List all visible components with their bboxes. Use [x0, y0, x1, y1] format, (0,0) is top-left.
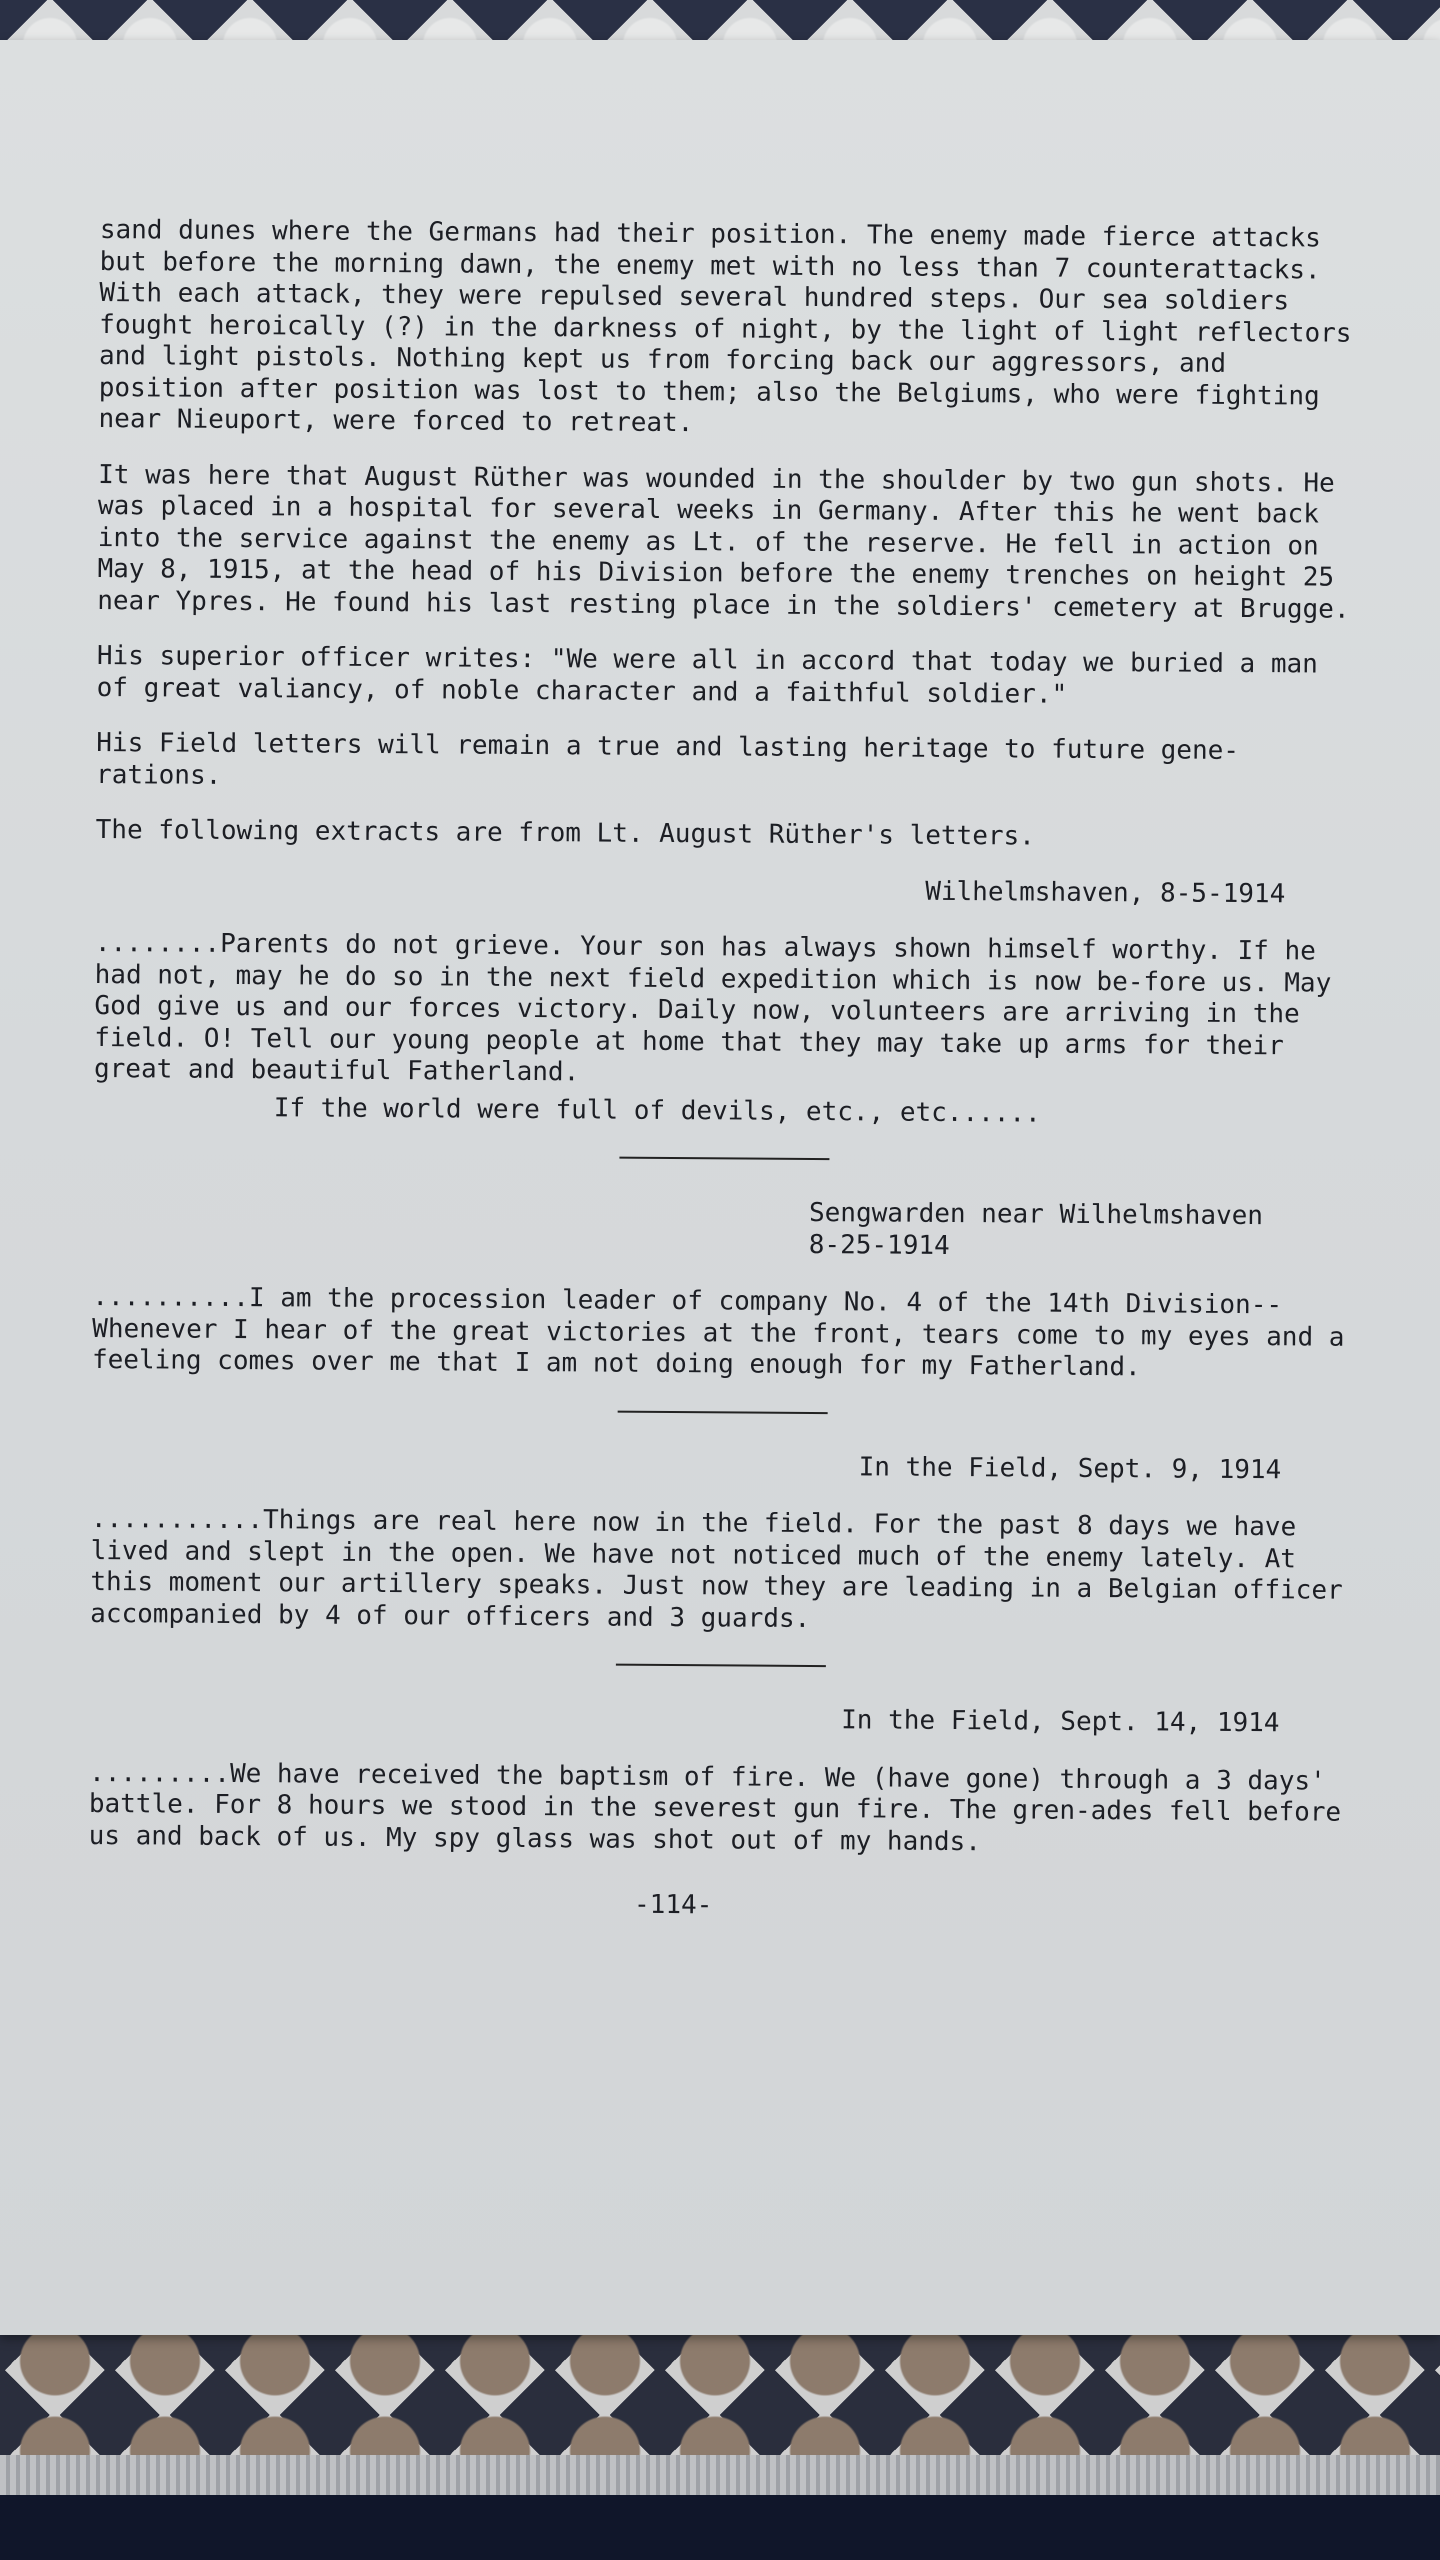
letter-1-place-date: Wilhelmshaven, 8-5-1914 [925, 876, 1286, 909]
section-divider [619, 1157, 829, 1160]
paragraph-sand-dunes: sand dunes where the Germans had their position. The enemy made fierce attacks but before the morning dawn, the enemy met with no less than 7 counterattacks. With each attack, they were repulsed several hundred steps. Our sea soldiers fought heroically (?) in the darkness of night, by the light of light reflectors and light pistols. Nothing kept us from forcing back our aggressors, and position after position was lost to them; also the Belgiums, who were fighting near Nieuport, were forced to retreat. [98, 215, 1352, 439]
letter-3-body: ...........Things are real here now in the field. For the past 8 days we have lived and slept in the open. We have not noticed much of the enemy lately. At this moment our artillery speaks. Just now they are leading in a Belgian officer accompanied by 4 of our officers and 3 guards. [90, 1503, 1343, 1634]
section-divider [618, 1410, 828, 1413]
page-number: -114- [633, 1889, 713, 1921]
letter-4-place-date: In the Field, Sept. 14, 1914 [841, 1705, 1280, 1739]
letter-3-place-date: In the Field, Sept. 9, 1914 [858, 1451, 1282, 1485]
page-text [88, 215, 1360, 1926]
tablecloth-hem [0, 2455, 1440, 2495]
letter-2-place-date: Sengwarden near Wilhelmshaven 8-25-1914 [808, 1197, 1264, 1261]
paragraph-wounded: It was here that August Rüther was wounded in the shoulder by two gun shots. He was placed in a hospital for several weeks in Germany. After this he went back into the service against the enemy as Lt. of the reserve. He fell in action on May 8, 1915, at the head of his Division before the enemy trenches on height 25 near Ypres. He found his last resting place in the soldiers' cemetery at Brugge. [97, 459, 1350, 625]
tablecloth-bottom [0, 2325, 1440, 2465]
paragraph-officer-quote: His superior officer writes: "We were all in accord that today we buried a man of great valiancy, of noble character and a faithful soldier." [96, 640, 1318, 710]
paragraph-heritage: His Field letters will remain a true and lasting heritage to future gene-rations. [95, 727, 1240, 791]
letter-1-body: ........Parents do not grieve. Your son has always shown himself worthy. If he had not, may he do so in the next field expedition which is now be-fore us. May God give us and our forces victory. Daily now, volunteers are arriving in the field. O! Tell our young people at home that they may take up arms for their great and beautiful Fatherland. [93, 927, 1332, 1088]
typed-page [0, 40, 1440, 2335]
letter-1-closing: If the world were full of devils, etc., etc...... [273, 1092, 1041, 1129]
dark-background [0, 2495, 1440, 2560]
paragraph-extracts-intro: The following extracts are from Lt. August Rüther's letters. [95, 814, 1035, 852]
section-divider [616, 1664, 826, 1667]
letter-2-body: ..........I am the procession leader of company No. 4 of the 14th Division--Whenever I hear of the great victories at the front, tears come to my eyes and a feeling comes over me that I am not doing enough for my Fatherland. [91, 1281, 1345, 1383]
letter-4-body: .........We have received the baptism of fire. We (have gone) through a 3 days' battle. For 8 hours we stood in the severest gun fire. The gren-ades fell before us and back of us. My spy glass was shot out of my hands. [88, 1757, 1342, 1857]
